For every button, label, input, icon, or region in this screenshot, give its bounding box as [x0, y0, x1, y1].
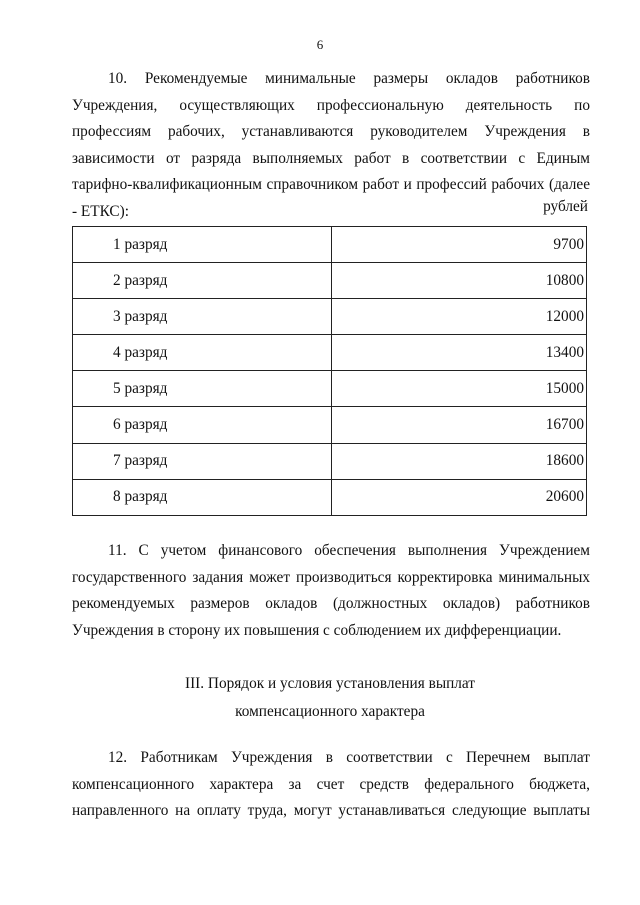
table-row: [73, 263, 587, 299]
table-row: [73, 479, 587, 515]
table-row: [73, 407, 587, 443]
table-unit-label: рублей: [543, 198, 588, 215]
paragraph-11: 11. С учетом финансового обеспечения выполнения Учреждением государственного задания может производиться корректировка минимальных рекомендуемых размеров окладов (должностных окладов) работников Учреждения в сторону их повышения с соблюдением их дифференциации.: [72, 542, 590, 639]
salary-cell: 9700: [332, 227, 587, 263]
grade-cell: 1 разряд: [73, 227, 332, 263]
salary-cell: 18600: [332, 443, 587, 479]
grade-cell: 7 разряд: [73, 443, 332, 479]
salary-cell: 20600: [332, 479, 587, 515]
section-heading-line-1: III. Порядок и условия установления выплат: [184, 675, 475, 692]
grade-cell: 3 разряд: [73, 299, 332, 335]
salary-cell: 12000: [332, 299, 587, 335]
salary-table: [72, 226, 587, 516]
salary-cell: 13400: [332, 335, 587, 371]
table-row: [73, 371, 587, 407]
section-heading: [0, 670, 640, 726]
salary-cell: 15000: [332, 371, 587, 407]
grade-cell: 8 разряд: [73, 479, 332, 515]
paragraph-12: 12. Работникам Учреждения в соответствии с Перечнем выплат компенсационного характера за счет средств федерального бюджета, направленного на оплату труда, могут устанавливаться следующие выплаты: [72, 749, 590, 819]
grade-cell: 6 разряд: [73, 407, 332, 443]
page-number: 6: [316, 37, 324, 52]
salary-cell: 10800: [332, 263, 587, 299]
grade-cell: 2 разряд: [73, 263, 332, 299]
section-heading-line-2: компенсационного характера: [235, 703, 425, 720]
table-row: [73, 335, 587, 371]
salary-cell: 16700: [332, 407, 587, 443]
paragraph-10: 10. Рекомендуемые минимальные размеры окладов работников Учреждения, осуществляющих профессиональную деятельность по профессиям рабочих, устанавливаются руководителем Учреждения в зависимости от разряда выполняемых работ в соответствии с Единым тарифно-квалификационным справочником работ и профессий рабочих (далее - ЕТКС):: [72, 70, 590, 220]
table-row: [73, 227, 587, 263]
table-row: [73, 299, 587, 335]
grade-cell: 5 разряд: [73, 371, 332, 407]
table-row: [73, 443, 587, 479]
grade-cell: 4 разряд: [73, 335, 332, 371]
